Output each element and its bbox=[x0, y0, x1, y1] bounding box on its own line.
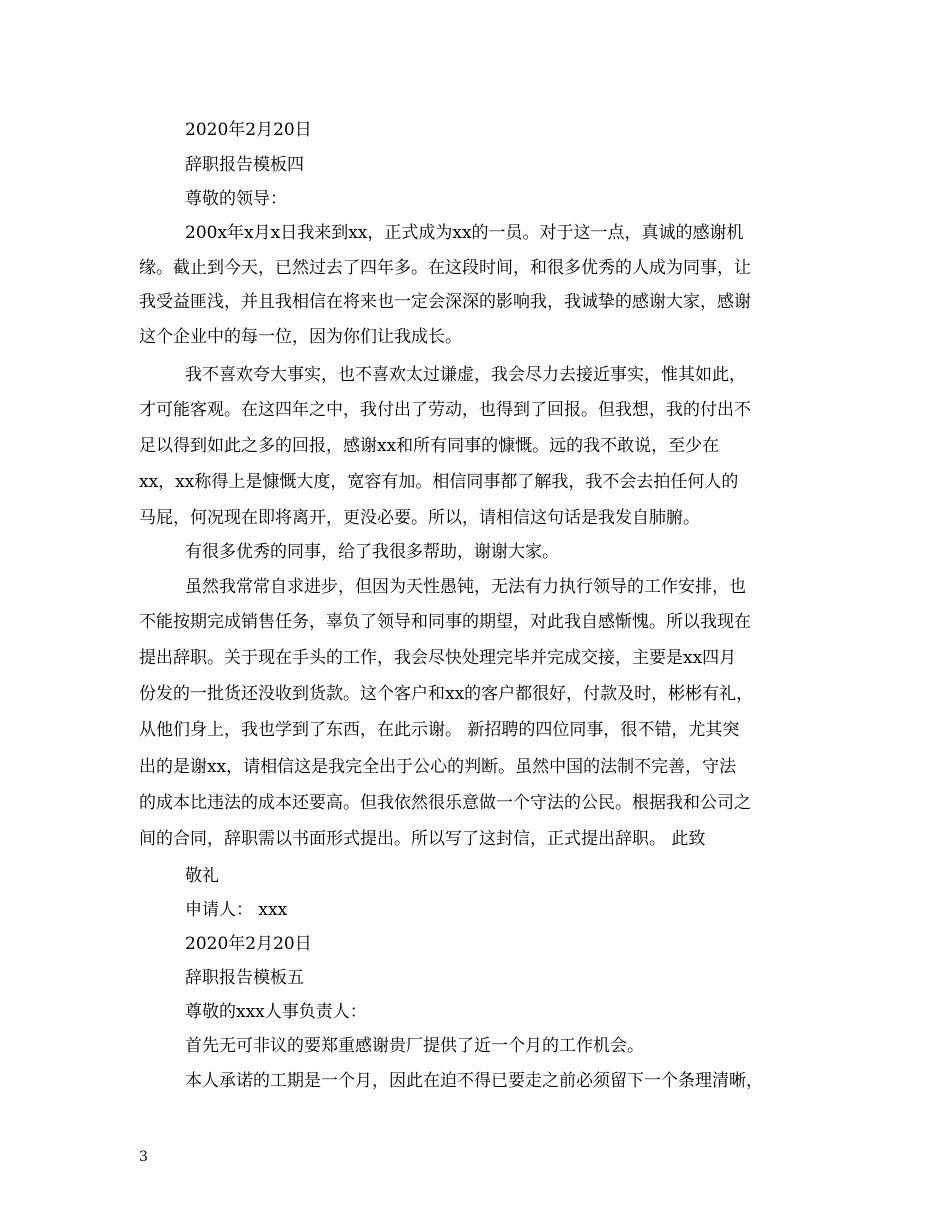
paragraph-line: 提出辞职。关于现在手头的工作，我会尽快处理完毕并完成交接，主要是xx四月 bbox=[139, 648, 737, 668]
paragraph-line: 马屁，何况现在即将离开，更没必要。所以，请相信这句话是我发自肺腑。 bbox=[139, 508, 700, 528]
paragraph-line: 首先无可非议的要郑重感谢贵厂提供了近一个月的工作机会。 bbox=[185, 1036, 644, 1056]
section-heading: 辞职报告模板五 bbox=[185, 968, 304, 988]
paragraph-line: 这个企业中的每一位，因为你们让我成长。 bbox=[139, 327, 462, 347]
salutation: 尊敬的xxx人事负责人： bbox=[185, 1002, 367, 1022]
paragraph-line: xx，xx称得上是慷慨大度，宽容有加。相信同事都了解我，我不会去拍任何人的 bbox=[139, 472, 739, 492]
paragraph-line: 200x年x月x日我来到xx，正式成为xx的一员。对于这一点，真诚的感谢机 bbox=[185, 223, 744, 243]
closing-line: 敬礼 bbox=[185, 866, 219, 886]
paragraph-line: 我受益匪浅，并且我相信在将来也一定会深深的影响我，我诚挚的感谢大家，感谢 bbox=[139, 292, 751, 312]
date-line: 2020年2月20日 bbox=[185, 934, 312, 954]
paragraph-line: 我不喜欢夸大事实，也不喜欢太过谦虚，我会尽力去接近事实，惟其如此， bbox=[185, 365, 746, 385]
page-number: 3 bbox=[139, 1149, 148, 1165]
paragraph-line: 才可能客观。在这四年之中，我付出了劳动，也得到了回报。但我想，我的付出不 bbox=[139, 400, 751, 420]
paragraph-line: 有很多优秀的同事，给了我很多帮助，谢谢大家。 bbox=[185, 542, 559, 562]
paragraph-line: 虽然我常常自求进步，但因为天性愚钝，无法有力执行领导的工作安排，也 bbox=[185, 577, 746, 597]
paragraph-line: 份发的一批货还没收到货款。这个客户和xx的客户都很好，付款及时，彬彬有礼， bbox=[139, 684, 754, 704]
paragraph-line: 本人承诺的工期是一个月，因此在迫不得已要走之前必须留下一个条理清晰， bbox=[185, 1071, 763, 1091]
section-heading: 辞职报告模板四 bbox=[185, 155, 304, 175]
paragraph-line: 不能按期完成销售任务，辜负了领导和同事的期望，对此我自感惭愧。所以我现在 bbox=[139, 612, 751, 632]
date-line: 2020年2月20日 bbox=[185, 120, 312, 140]
paragraph-line: 出的是谢xx，请相信这是我完全出于公心的判断。虽然中国的法制不完善，守法 bbox=[139, 757, 737, 777]
applicant-line: 申请人： xxx bbox=[185, 900, 288, 920]
paragraph-line: 缘。截止到今天，已然过去了四年多。在这段时间，和很多优秀的人成为同事，让 bbox=[139, 258, 751, 278]
salutation: 尊敬的领导： bbox=[185, 189, 287, 209]
paragraph-line: 间的合同，辞职需以书面形式提出。所以写了这封信，正式提出辞职。 此致 bbox=[139, 829, 706, 849]
paragraph-line: 足以得到如此之多的回报，感谢xx和所有同事的慷慨。远的我不敢说，至少在 bbox=[139, 436, 720, 456]
paragraph-line: 从他们身上，我也学到了东西，在此示谢。 新招聘的四位同事，很不错，尤其突 bbox=[139, 720, 740, 740]
paragraph-line: 的成本比违法的成本还要高。但我依然很乐意做一个守法的公民。根据我和公司之 bbox=[139, 793, 751, 813]
